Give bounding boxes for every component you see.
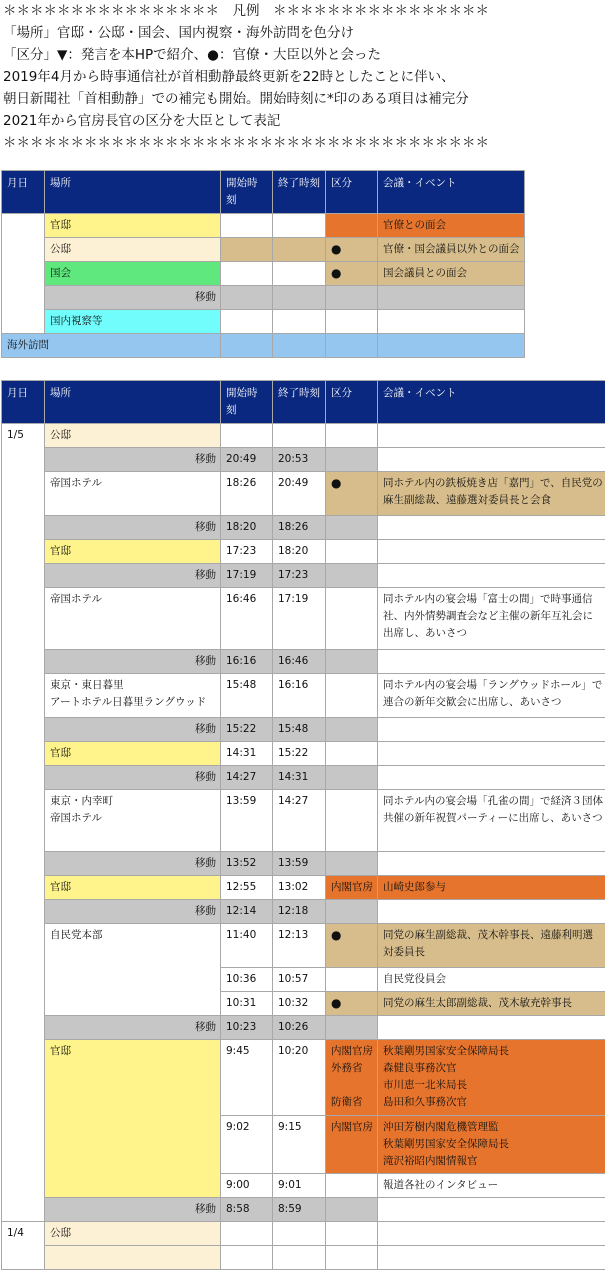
place-cell: 帝国ホテル <box>45 588 221 650</box>
end-cell: 17:23 <box>273 564 326 588</box>
schedule-table <box>1 380 605 1270</box>
start-cell: 18:26 <box>221 472 273 516</box>
table-row <box>2 742 605 766</box>
kubun-cell: 内閣官房 外務省 防衛省 <box>326 1040 378 1116</box>
event-cell: 同ホテル内の宴会場「富士の間」で時事通信社、内外情勢調査会など主催の新年互礼会に出席し、あいさつ <box>378 588 605 650</box>
start-cell: 13:59 <box>221 790 273 852</box>
event-cell: 山崎史郎参与 <box>378 876 605 900</box>
table-row <box>2 790 605 852</box>
start-cell: 15:22 <box>221 718 273 742</box>
move-cell: 移動 <box>45 718 221 742</box>
start-cell: 9:45 <box>221 1040 273 1116</box>
kubun-cell: ● <box>326 924 378 968</box>
move-cell: 移動 <box>45 650 221 674</box>
start-cell: 17:19 <box>221 564 273 588</box>
start-cell: 12:55 <box>221 876 273 900</box>
table-row <box>2 876 605 900</box>
end-cell: 20:49 <box>273 472 326 516</box>
header-place: 場所 <box>45 381 221 424</box>
place-cell: 帝国ホテル <box>45 472 221 516</box>
event-cell: 自民党役員会 <box>378 968 605 992</box>
table-row <box>2 1016 605 1040</box>
end-cell: 10:20 <box>273 1040 326 1116</box>
table-row <box>2 852 605 876</box>
kubun-cell: ● <box>326 992 378 1016</box>
legend-date-cell <box>2 214 45 334</box>
legend-move: 移動 <box>45 286 221 310</box>
place-cell: 公邸 <box>45 1222 221 1246</box>
date-cell: 1/4 <box>2 1222 45 1270</box>
table-row <box>2 516 605 540</box>
end-cell: 12:13 <box>273 924 326 968</box>
start-cell: 14:31 <box>221 742 273 766</box>
legend-kokkai-kubun: ● <box>326 262 378 286</box>
header-date: 月日 <box>2 381 45 424</box>
kubun-cell: ● <box>326 472 378 516</box>
legend-row <box>2 334 525 358</box>
end-cell: 15:48 <box>273 718 326 742</box>
legend-table <box>1 170 525 358</box>
legend-row <box>2 238 525 262</box>
header-start: 開始時刻 <box>221 171 273 214</box>
legend-row <box>2 310 525 334</box>
place-cell: 官邸 <box>45 540 221 564</box>
end-cell: 10:32 <box>273 992 326 1016</box>
legend-kanjo-event: 官僚との面会 <box>378 214 525 238</box>
kubun-cell: 内閣官房 <box>326 876 378 900</box>
table-row <box>2 448 605 472</box>
start-cell: 15:48 <box>221 674 273 718</box>
table-row <box>2 564 605 588</box>
end-cell: 18:20 <box>273 540 326 564</box>
end-cell: 15:22 <box>273 742 326 766</box>
move-cell: 移動 <box>45 448 221 472</box>
legend-row <box>2 286 525 310</box>
start-cell: 16:16 <box>221 650 273 674</box>
end-cell: 13:59 <box>273 852 326 876</box>
header-end: 終了時刻 <box>273 171 326 214</box>
table-row <box>2 650 605 674</box>
event-cell: 報道各社のインタビュー <box>378 1174 605 1198</box>
legend-line: 2019年4月から時事通信社が首相動静最終更新を22時としたことに伴い、 <box>3 66 605 88</box>
end-cell: 12:18 <box>273 900 326 924</box>
start-cell: 9:02 <box>221 1116 273 1174</box>
event-cell: 秋葉剛男国家安全保障局長 森健良事務次官 市川恵一北米局長 島田和久事務次官 <box>378 1040 605 1116</box>
table-row <box>2 472 605 516</box>
kubun-cell: 内閣官房 <box>326 1116 378 1174</box>
event-cell: 同ホテル内の宴会場「孔雀の間」で経済３団体共催の新年祝賀パーティーに出席し、あいさつ <box>378 790 605 852</box>
legend-kotei: 公邸 <box>45 238 221 262</box>
legend-row <box>2 214 525 238</box>
end-cell: 10:57 <box>273 968 326 992</box>
end-cell: 8:59 <box>273 1198 326 1222</box>
start-cell: 9:00 <box>221 1174 273 1198</box>
place-cell: 官邸 <box>45 1040 221 1198</box>
header-end: 終了時刻 <box>273 381 326 424</box>
place-cell: 公邸 <box>45 424 221 448</box>
legend-kaigai: 海外訪問 <box>2 334 221 358</box>
event-cell: 沖田芳樹内閣危機管理監 秋葉剛男国家安全保障局長 滝沢裕昭内閣情報官 <box>378 1116 605 1174</box>
table-row <box>2 540 605 564</box>
start-cell: 10:36 <box>221 968 273 992</box>
move-cell: 移動 <box>45 852 221 876</box>
schedule-header <box>2 381 605 424</box>
move-cell: 移動 <box>45 564 221 588</box>
legend-kotei-kubun: ● <box>326 238 378 262</box>
end-cell: 9:01 <box>273 1174 326 1198</box>
legend-line: 「場所」官邸・公邸・国会、国内視察・海外訪問を色分け <box>3 22 605 44</box>
start-cell: 13:52 <box>221 852 273 876</box>
legend-row <box>2 262 525 286</box>
end-cell: 16:46 <box>273 650 326 674</box>
end-cell: 17:19 <box>273 588 326 650</box>
end-cell: 20:53 <box>273 448 326 472</box>
table-row <box>2 1222 605 1246</box>
event-cell: 同党の麻生副総裁、茂木幹事長、遠藤利明選対委員長 <box>378 924 605 968</box>
move-cell: 移動 <box>45 1016 221 1040</box>
table-row <box>2 1198 605 1222</box>
end-cell: 18:26 <box>273 516 326 540</box>
place-cell: 東京・内幸町 帝国ホテル <box>45 790 221 852</box>
header-event: 会議・イベント <box>378 171 525 214</box>
place-cell: 官邸 <box>45 876 221 900</box>
legend-line: 2021年から官房長官の区分を大臣として表記 <box>3 110 605 132</box>
legend-line: ＊＊＊＊＊＊＊＊＊＊＊＊＊＊＊＊ 凡例 ＊＊＊＊＊＊＊＊＊＊＊＊＊＊＊＊ <box>3 0 605 22</box>
start-cell: 8:58 <box>221 1198 273 1222</box>
place-cell: 官邸 <box>45 742 221 766</box>
header-place: 場所 <box>45 171 221 214</box>
legend-kanjo: 官邸 <box>45 214 221 238</box>
start-cell: 20:49 <box>221 448 273 472</box>
end-cell: 13:02 <box>273 876 326 900</box>
table-row <box>2 900 605 924</box>
table-row <box>2 766 605 790</box>
start-cell: 16:46 <box>221 588 273 650</box>
start-cell: 14:27 <box>221 766 273 790</box>
end-cell: 14:31 <box>273 766 326 790</box>
table-row <box>2 718 605 742</box>
header-start: 開始時刻 <box>221 381 273 424</box>
legend-kokkai: 国会 <box>45 262 221 286</box>
end-cell: 10:26 <box>273 1016 326 1040</box>
move-cell: 移動 <box>45 516 221 540</box>
end-cell: 16:16 <box>273 674 326 718</box>
place-cell: 自民党本部 <box>45 924 221 1016</box>
end-cell: 9:15 <box>273 1116 326 1174</box>
place-cell: 東京・東日暮里 アートホテル日暮里ラングウッド <box>45 674 221 718</box>
start-cell: 17:23 <box>221 540 273 564</box>
legend-notes <box>0 0 605 154</box>
event-cell: 同党の麻生太郎副総裁、茂木敏充幹事長 <box>378 992 605 1016</box>
legend-shisatsu: 国内視察等 <box>45 310 221 334</box>
table-row <box>2 588 605 650</box>
start-cell: 10:23 <box>221 1016 273 1040</box>
legend-kokkai-event: 国会議員との面会 <box>378 262 525 286</box>
move-cell: 移動 <box>45 1198 221 1222</box>
start-cell: 18:20 <box>221 516 273 540</box>
event-cell: 同ホテル内の宴会場「ラングウッドホール」で連合の新年交歓会に出席し、あいさつ <box>378 674 605 718</box>
event-cell: 同ホテル内の鉄板焼き店「嘉門」で、自民党の麻生副総裁、遠藤選対委員長と会食 <box>378 472 605 516</box>
table-row <box>2 424 605 448</box>
move-cell: 移動 <box>45 900 221 924</box>
start-cell: 11:40 <box>221 924 273 968</box>
end-cell: 14:27 <box>273 790 326 852</box>
legend-line: ＊＊＊＊＊＊＊＊＊＊＊＊＊＊＊＊＊＊＊＊＊＊＊＊＊＊＊＊＊＊＊＊＊＊＊＊ <box>3 132 605 154</box>
start-cell: 10:31 <box>221 992 273 1016</box>
legend-line: 朝日新聞社「首相動静」での補完も開始。開始時刻に*印のある項目は補完分 <box>3 88 605 110</box>
header-kubun: 区分 <box>326 381 378 424</box>
header-event: 会議・イベント <box>378 381 605 424</box>
table-row <box>2 1246 605 1270</box>
header-kubun: 区分 <box>326 171 378 214</box>
header-date: 月日 <box>2 171 45 214</box>
legend-table-header <box>2 171 525 214</box>
start-cell: 12:14 <box>221 900 273 924</box>
legend-line: 「区分」▼：発言を本HPで紹介、●：官僚・大臣以外と会った <box>3 44 605 66</box>
table-row <box>2 924 605 968</box>
legend-kotei-event: 官僚・国会議員以外との面会 <box>378 238 525 262</box>
date-cell: 1/5 <box>2 424 45 1222</box>
move-cell: 移動 <box>45 766 221 790</box>
table-row <box>2 674 605 718</box>
table-row <box>2 1040 605 1116</box>
